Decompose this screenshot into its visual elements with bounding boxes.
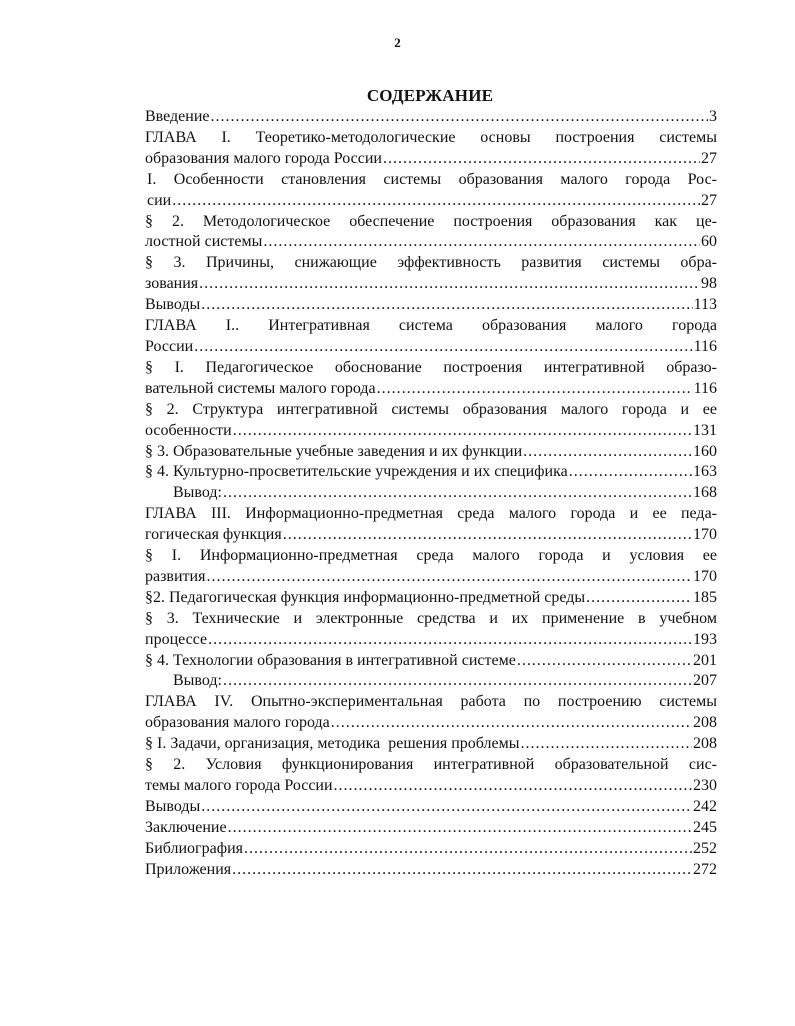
toc-entry-line [145, 525, 717, 546]
toc-entry [145, 797, 717, 818]
toc-entry [145, 671, 717, 692]
dot-leader [283, 525, 692, 546]
dot-leader [586, 588, 692, 609]
toc-entry-text: ГЛАВА I. Теоретико-методологические основы построения системы [145, 128, 717, 146]
dot-leader [244, 839, 692, 860]
toc-page-number: 170 [693, 526, 717, 544]
toc-entry-line [145, 860, 717, 881]
toc-entry-text: § 4. Технологии образования в интегративной системе [145, 651, 516, 669]
toc-page-number: 170 [693, 567, 717, 585]
toc-entry [145, 128, 717, 170]
toc-entry-line [145, 462, 717, 483]
toc-entry [145, 462, 717, 483]
toc-entry-line [145, 776, 717, 797]
toc-entry-text: § 3. Причины, снижающие эффективность развития системы обра- [145, 254, 717, 272]
toc-entry [145, 546, 717, 588]
toc-page-number: 230 [693, 777, 717, 794]
toc-entry-text: § 2. Структура интегративной системы образования малого города и ее [145, 400, 717, 418]
toc-entry [145, 860, 717, 881]
toc-entry-text: I. Особенности становления системы образования малого города Рос- [147, 170, 717, 188]
toc-entry-line [145, 421, 717, 442]
toc-entry [145, 400, 717, 442]
toc-entry [145, 588, 717, 609]
toc-entry-text: Выводы [145, 797, 201, 815]
dot-leader [331, 713, 692, 734]
toc-entry-text: § 2. Методологическое обеспечение построения образования как це- [145, 212, 717, 230]
dot-leader [263, 232, 700, 253]
toc-page-number: 193 [693, 630, 717, 648]
toc-entry-text: § 4. Культурно-просветительские учреждения и их специфика [145, 463, 568, 481]
toc-entry-text: Заключение [145, 818, 227, 836]
toc-entry-line [173, 483, 717, 504]
toc-entry-text: Введение [145, 108, 210, 125]
page-title: СОДЕРЖАНИЕ [366, 86, 494, 105]
toc-page-number: 98 [701, 275, 717, 293]
toc-entry-line [145, 651, 717, 672]
dot-leader [199, 274, 700, 295]
toc-entry-text: ГЛАВА IV. Опытно-экспериментальная работа по построению системы [145, 693, 717, 711]
dot-leader [383, 149, 700, 170]
toc-entry-text: процессе [145, 630, 208, 648]
dot-leader [523, 442, 692, 463]
dot-leader [208, 630, 692, 651]
toc-entry-text: Выводы [145, 296, 201, 314]
dot-leader [377, 379, 693, 400]
toc-entry [145, 442, 717, 463]
dot-leader [206, 567, 692, 588]
toc-page-number: 201 [693, 651, 717, 669]
toc-page-number: 168 [693, 484, 717, 502]
toc-entry-line [145, 274, 717, 295]
toc-entry-line [145, 107, 717, 128]
toc-entry-text: образования малого города [145, 714, 330, 732]
toc-entry-text: вательной системы малого города [145, 379, 376, 397]
toc-entry-line [145, 734, 717, 755]
toc-entry-line [145, 818, 717, 839]
toc-page-number: 207 [693, 672, 717, 690]
toc-page-number: 116 [693, 337, 717, 355]
toc-page-number: 208 [693, 714, 717, 732]
toc-entry-text: Библиография [145, 839, 243, 857]
toc-entry-line [145, 149, 717, 170]
toc-entry-text: §2. Педагогическая функция информационно-предметной среды [145, 588, 586, 606]
toc-entry-line [145, 713, 717, 734]
toc-entry-line [145, 567, 717, 588]
dot-leader [172, 191, 700, 212]
toc-entry-line [145, 379, 717, 400]
toc-entry-text: Вывод: [173, 484, 222, 502]
toc-entry-text: Приложения [145, 860, 232, 878]
toc-entry-line [173, 671, 717, 692]
toc-entry-text: гогическая функция [145, 526, 282, 544]
toc-page-number: 208 [693, 735, 717, 753]
toc-entry-text: лостной системы [145, 233, 263, 251]
toc-page-number: 116 [693, 379, 717, 397]
toc-page-number: 3 [709, 108, 717, 125]
dot-leader [223, 483, 692, 504]
dot-leader [517, 651, 692, 672]
toc-entry-line [145, 337, 717, 358]
toc-entry-text: § 3. Технические и электронные средства и их применение в учебном [145, 609, 717, 627]
toc-entry [145, 609, 717, 651]
toc-page-number: 131 [693, 421, 717, 439]
toc-page-number: 160 [693, 442, 717, 460]
toc-entry [145, 253, 717, 295]
toc-page-number: 185 [693, 588, 717, 606]
toc-entry [145, 504, 717, 546]
toc-entry-line [145, 232, 717, 253]
toc-entry-line [145, 839, 717, 860]
toc-entry [145, 170, 717, 212]
toc-entry [145, 839, 717, 860]
toc-entry-text: § I. Задачи, организация, методика решения проблемы [145, 735, 520, 753]
toc-entry-line [145, 442, 717, 463]
toc-entry-text: особенности [145, 421, 232, 439]
dot-leader [194, 337, 692, 358]
table-of-contents [145, 107, 717, 881]
toc-entry [145, 692, 717, 734]
toc-entry-text: развития [145, 567, 206, 585]
toc-entry-text: § I. Педагогическое обоснование построения интегративной образо- [145, 358, 717, 376]
dot-leader [228, 818, 692, 839]
toc-entry-text: Вывод: [173, 672, 222, 690]
toc-entry [145, 316, 717, 358]
toc-entry-text: § 2. Условия функционирования интегративной образовательной сис- [145, 756, 717, 774]
dot-leader [223, 671, 692, 692]
dot-leader [233, 421, 692, 442]
toc-entry-text: России [145, 337, 194, 355]
toc-entry [145, 358, 717, 400]
toc-page-number: 60 [701, 233, 717, 251]
toc-entry-text: образования малого города России [145, 149, 382, 167]
dot-leader [211, 107, 709, 128]
dot-leader [201, 797, 692, 818]
toc-entry [145, 755, 717, 797]
toc-page-number: 272 [693, 860, 717, 878]
toc-entry-text: § 3. Образовательные учебные заведения и их функции [145, 442, 523, 460]
toc-entry [145, 651, 717, 672]
toc-entry-text: темы малого города России [145, 777, 333, 794]
toc-entry-line [147, 191, 717, 212]
toc-entry-text: ГЛАВА III. Информационно-предметная среда малого города и ее педа- [145, 505, 717, 523]
toc-entry [145, 734, 717, 755]
toc-page-number: 245 [693, 818, 717, 836]
toc-entry [145, 107, 717, 128]
toc-entry-text: ГЛАВА I.. Интегративная система образования малого города [145, 317, 717, 335]
toc-page-number: 113 [693, 296, 717, 314]
page-number: 2 [394, 35, 401, 50]
toc-page-number: 252 [693, 839, 717, 857]
toc-entry [145, 818, 717, 839]
dot-leader [569, 462, 692, 483]
toc-entry-text: § I. Информационно-предметная среда малого города и условия ее [145, 547, 717, 565]
toc-page-number: 242 [693, 797, 717, 815]
toc-page-number: 27 [701, 191, 717, 209]
toc-page-number: 163 [693, 463, 717, 481]
toc-entry-line [145, 797, 717, 818]
toc-entry-text: зования [145, 275, 199, 293]
toc-entry-line [145, 588, 717, 609]
dot-leader [521, 734, 692, 755]
dot-leader [334, 776, 692, 797]
toc-entry [145, 483, 717, 504]
dot-leader [232, 860, 692, 881]
dot-leader [201, 295, 692, 316]
toc-entry [145, 212, 717, 254]
toc-entry-line [145, 295, 717, 316]
toc-entry [145, 295, 717, 316]
toc-page-number: 27 [701, 149, 717, 167]
toc-entry-line [145, 630, 717, 651]
toc-entry-text: сии [147, 191, 172, 209]
